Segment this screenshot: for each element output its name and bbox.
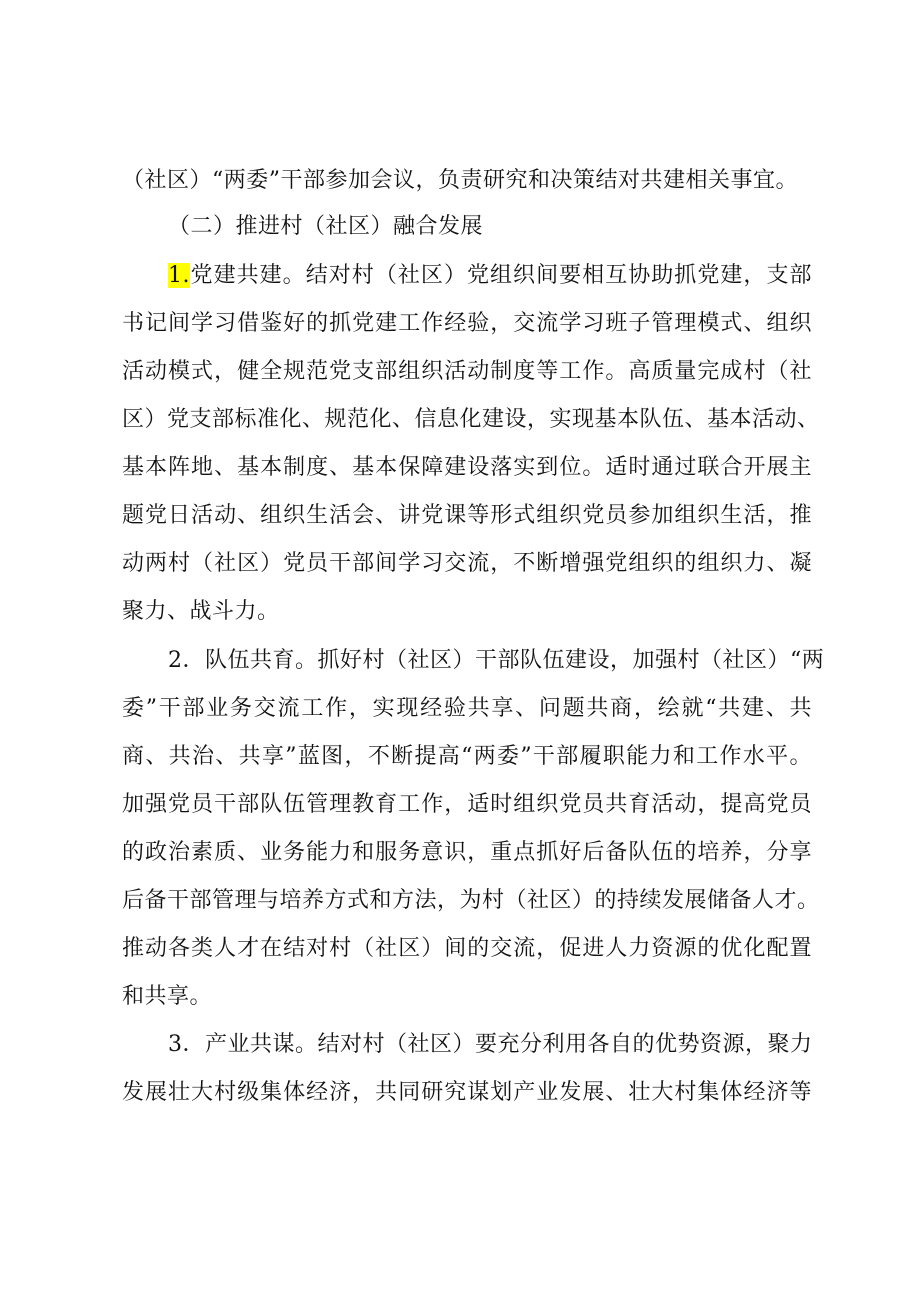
item1-line: 基本阵地、基本制度、基本保障建设落实到位。适时通过联合开展主 <box>122 455 812 480</box>
item2-line: 委”干部业务交流工作，实现经验共享、问题共商，绘就“共建、共 <box>122 696 812 721</box>
item2-first-line: 2．队伍共育。抓好村（社区）干部队伍建设，加强村（社区）“两 <box>168 648 825 673</box>
item3-line: 发展壮大村级集体经济，共同研究谋划产业发展、壮大村集体经济等 <box>122 1080 812 1105</box>
item1-first-line-text: 党建共建。结对村（社区）党组织间要相互协助抓党建，支部 <box>190 263 812 288</box>
item2-line: 和共享。 <box>122 984 213 1009</box>
item1-number-highlight: 1. <box>168 263 190 288</box>
item2-line: 的政治素质、业务能力和服务意识，重点抓好后备队伍的培养，分享 <box>122 840 812 865</box>
item1-line: 聚力、战斗力。 <box>122 599 280 624</box>
item1-line: 活动模式，健全规范党支部组织活动制度等工作。高质量完成村（社 <box>122 359 812 384</box>
item2-line: 推动各类人才在结对村（社区）间的交流，促进人力资源的优化配置 <box>122 936 812 961</box>
item2-line: 商、共治、共享”蓝图，不断提高“两委”干部履职能力和工作水平。 <box>122 744 812 769</box>
item1-line: 区）党支部标准化、规范化、信息化建设，实现基本队伍、基本活动、 <box>122 407 820 432</box>
item1-line: 题党日活动、组织生活会、讲党课等形式组织党员参加组织生活，推 <box>122 503 812 528</box>
continuation-line: （社区）“两委”干部参加会议，负责研究和决策结对共建相关事宜。 <box>122 168 798 193</box>
item2-line: 加强党员干部队伍管理教育工作，适时组织党员共育活动，提高党员 <box>122 792 812 817</box>
item1-line: 动两村（社区）党员干部间学习交流，不断增强党组织的组织力、凝 <box>122 551 812 576</box>
item1-first-line <box>168 261 812 291</box>
section-heading: （二）推进村（社区）融合发展 <box>168 214 484 239</box>
item1-line: 书记间学习借鉴好的抓党建工作经验，交流学习班子管理模式、组织 <box>122 311 812 336</box>
item3-first-line: 3．产业共谋。结对村（社区）要充分利用各自的优势资源，聚力 <box>168 1032 813 1057</box>
item2-line: 后备干部管理与培养方式和方法，为村（社区）的持续发展储备人才。 <box>122 888 820 913</box>
